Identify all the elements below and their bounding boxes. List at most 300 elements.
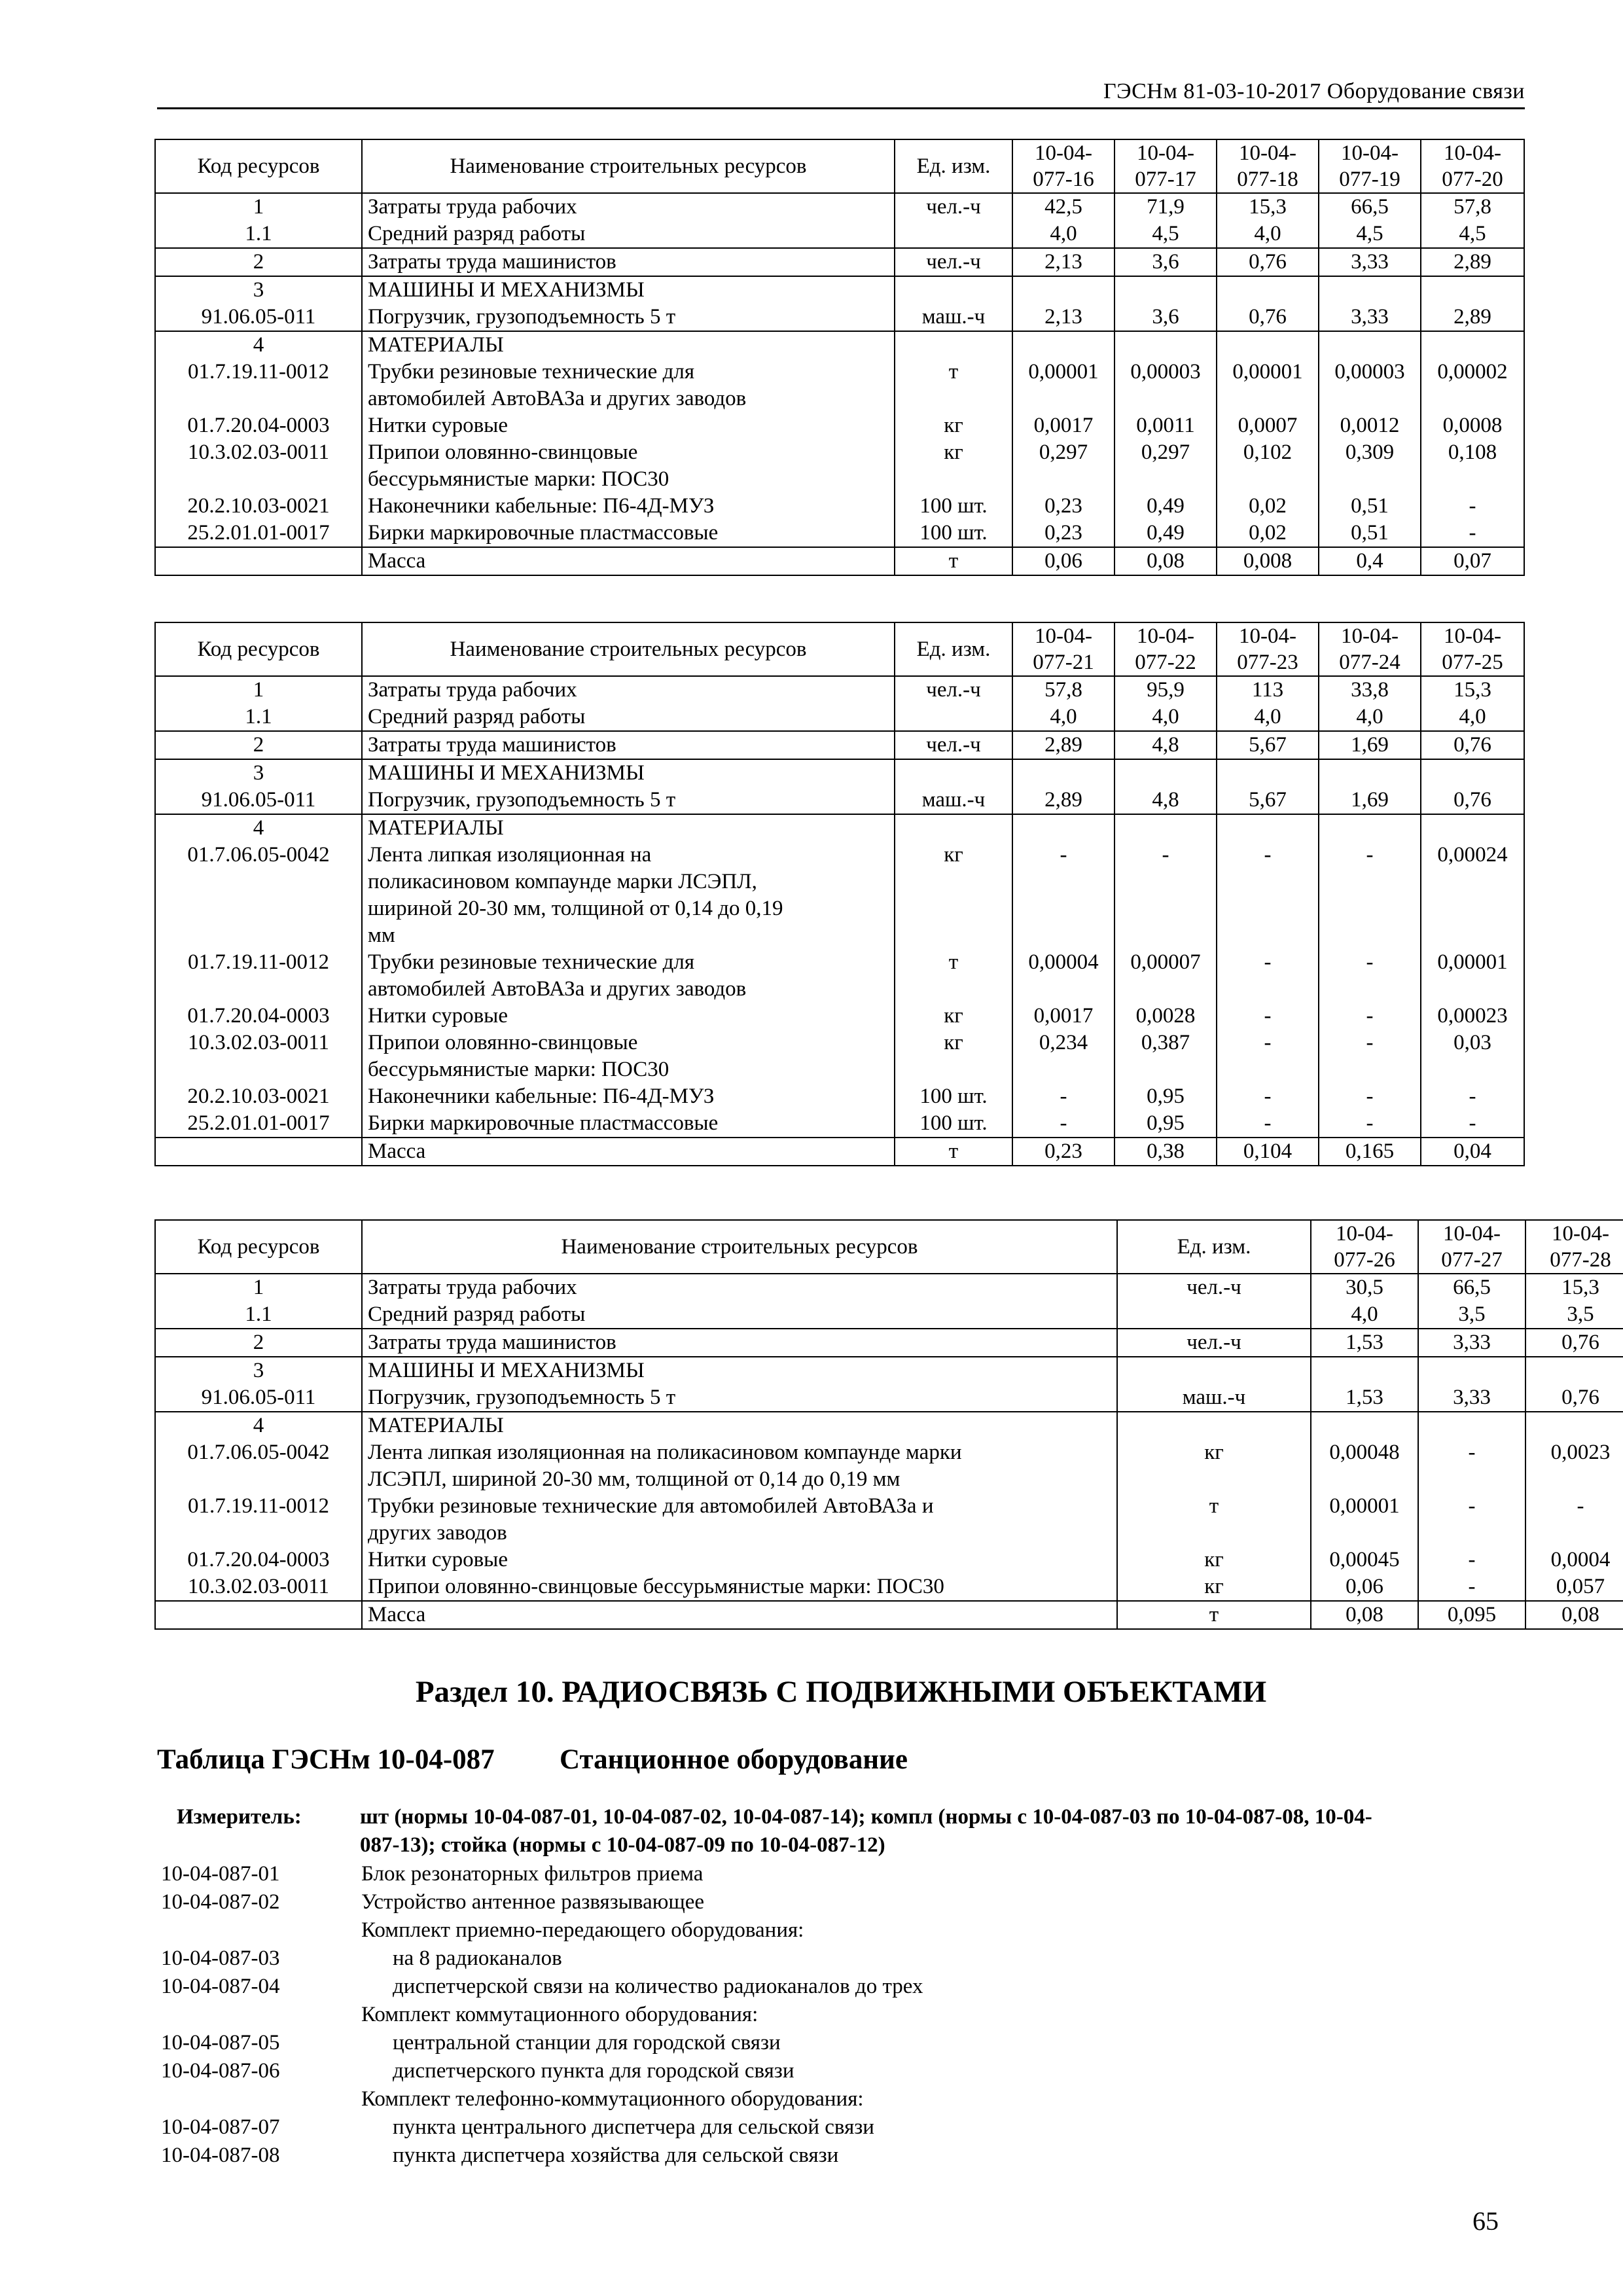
norm-value: - (1418, 1547, 1525, 1573)
resource-code: 4 (155, 1412, 362, 1439)
norm-value: 0,51 (1319, 520, 1421, 547)
norm-value (1319, 759, 1421, 787)
norm-value: 0,00001 (1217, 359, 1319, 412)
norm-value: 0,0012 (1319, 412, 1421, 439)
resource-code (155, 547, 362, 575)
norm-value (1217, 814, 1319, 842)
resource-code: 10.3.02.03-0011 (155, 1030, 362, 1083)
norm-value: 0,49 (1115, 520, 1217, 547)
resource-name-line: Масса (368, 549, 426, 573)
norm-value: 0,4 (1319, 547, 1421, 575)
norm-list-item (157, 1860, 1525, 1888)
resource-code: 20.2.10.03-0021 (155, 1083, 362, 1110)
norm-value: 2,13 (1012, 304, 1115, 331)
resource-unit (1117, 1301, 1311, 1329)
norm-value (1525, 1357, 1623, 1384)
resource-unit: т (895, 359, 1012, 412)
norm-code-part: 077-24 (1339, 651, 1400, 674)
norm-value: 57,8 (1421, 193, 1524, 221)
norm-code-part: 077-25 (1442, 651, 1503, 674)
table-row (155, 704, 1524, 731)
table-row (155, 1329, 1623, 1357)
norm-value: 0,108 (1421, 439, 1524, 493)
table-row (155, 439, 1524, 493)
norm-value: 0,0007 (1217, 412, 1319, 439)
norm-code-part: 077-23 (1237, 651, 1298, 674)
norm-value (1311, 1412, 1418, 1439)
resource-code: 3 (155, 1357, 362, 1384)
norm-value (1115, 276, 1217, 304)
norm-value: 0,387 (1115, 1030, 1217, 1083)
resource-name (362, 1493, 1117, 1547)
resource-name-line: Затраты труда рабочих (368, 678, 577, 702)
norm-value: 0,02 (1217, 520, 1319, 547)
norm-value: 0,51 (1319, 493, 1421, 520)
resource-unit: маш.-ч (1117, 1384, 1311, 1412)
resource-name-line: Затраты труда машинистов (368, 250, 616, 274)
column-header-code: Код ресурсов (155, 1220, 362, 1274)
norm-value: 0,76 (1217, 248, 1319, 276)
resource-name (362, 1412, 1117, 1439)
resource-name (362, 412, 895, 439)
norm-column-header (1115, 139, 1217, 193)
norm-value: 0,0017 (1012, 1003, 1115, 1030)
column-header-code: Код ресурсов (155, 622, 362, 676)
norm-list-item (157, 2142, 1525, 2170)
norm-list-item (157, 2029, 1525, 2057)
norm-value: 4,0 (1319, 704, 1421, 731)
norm-code-part: 10-04- (1137, 141, 1194, 165)
norm-code-part: 10-04- (1552, 1222, 1609, 1246)
resource-name-line: Погрузчик, грузоподъемность 5 т (368, 305, 676, 329)
resource-name-line: Нитки суровые (368, 1004, 508, 1028)
resource-unit (1117, 1412, 1311, 1439)
norm-value: 113 (1217, 676, 1319, 704)
resource-name (362, 814, 895, 842)
resource-code: 10.3.02.03-0011 (155, 1573, 362, 1601)
norm-list-code: 10-04-087-03 (161, 1946, 280, 1970)
norm-value: 0,95 (1115, 1110, 1217, 1138)
norm-value: 0,00003 (1115, 359, 1217, 412)
norm-value: 3,33 (1418, 1384, 1525, 1412)
page-header: ГЭСНм 81-03-10-2017 Оборудование связи (157, 80, 1525, 109)
norm-column-header (1115, 622, 1217, 676)
norm-value: 5,67 (1217, 731, 1319, 759)
norm-column-header (1311, 1220, 1418, 1274)
resource-unit (1117, 1357, 1311, 1384)
norm-code-part: 077-19 (1339, 168, 1400, 191)
norm-value: 4,0 (1012, 221, 1115, 248)
norm-column-header (1319, 622, 1421, 676)
norm-column-header (1421, 622, 1524, 676)
norm-value: - (1217, 1030, 1319, 1083)
resource-code: 1 (155, 676, 362, 704)
resource-unit: т (895, 1138, 1012, 1166)
table-row (155, 359, 1524, 412)
norm-value: - (1217, 1083, 1319, 1110)
resource-code (155, 1138, 362, 1166)
resource-code: 01.7.20.04-0003 (155, 1003, 362, 1030)
norm-list-text: центральной станции для городской связи (393, 2031, 781, 2054)
norm-value: 2,89 (1012, 731, 1115, 759)
resource-unit: кг (895, 1030, 1012, 1083)
norm-value (1115, 331, 1217, 359)
norm-value: 4,5 (1115, 221, 1217, 248)
norm-value: 0,0011 (1115, 412, 1217, 439)
norm-code-part: 10-04- (1341, 141, 1399, 165)
resource-name (362, 1601, 1117, 1629)
resource-name-line: Средний разряд работы (368, 1302, 586, 1326)
norm-code-part: 10-04- (1239, 141, 1296, 165)
resource-name-line: Затраты труда машинистов (368, 733, 616, 757)
resource-name-line: Затраты труда рабочих (368, 1276, 577, 1299)
norm-list-text: Устройство антенное развязывающее (361, 1890, 705, 1914)
table-row (155, 731, 1524, 759)
norm-value (1012, 814, 1115, 842)
norm-value: 0,00024 (1421, 842, 1524, 949)
norm-value: 66,5 (1319, 193, 1421, 221)
norm-value: 0,03 (1421, 1030, 1524, 1083)
resource-name-line: Припои оловянно-свинцовые (368, 1031, 638, 1054)
table-row (155, 412, 1524, 439)
norm-value: 0,49 (1115, 493, 1217, 520)
resource-unit: маш.-ч (895, 787, 1012, 814)
norm-list-text: пункта центрального диспетчера для сельской связи (393, 2115, 874, 2139)
norm-value: - (1319, 842, 1421, 949)
resource-name-line: Лента липкая изоляционная на поликасиновом компаунде марки (368, 1441, 962, 1464)
resource-unit: кг (895, 1003, 1012, 1030)
norm-value: 0,297 (1115, 439, 1217, 493)
norm-list-code: 10-04-087-06 (161, 2059, 280, 2083)
norm-value: 57,8 (1012, 676, 1115, 704)
norm-value: 3,5 (1525, 1301, 1623, 1329)
table-header-row (155, 622, 1524, 676)
norm-value: 0,102 (1217, 439, 1319, 493)
norm-value: 0,00023 (1421, 1003, 1524, 1030)
table-row (155, 1412, 1623, 1439)
norm-code-part: 10-04- (1444, 624, 1501, 648)
resource-unit: чел.-ч (895, 676, 1012, 704)
resource-name (362, 1030, 895, 1083)
norm-value (1115, 814, 1217, 842)
norm-value: - (1421, 1110, 1524, 1138)
norm-value: - (1418, 1439, 1525, 1493)
norm-value: 1,53 (1311, 1384, 1418, 1412)
norm-value: 0,00001 (1421, 949, 1524, 1003)
norm-list-item (157, 2001, 1525, 2029)
resource-name-line: Бирки маркировочные пластмассовые (368, 521, 719, 545)
resource-unit: кг (1117, 1439, 1311, 1493)
norm-column-header (1012, 139, 1115, 193)
norm-column-header (1418, 1220, 1525, 1274)
norm-code-part: 077-16 (1033, 168, 1094, 191)
norm-value: 2,89 (1421, 248, 1524, 276)
norm-value (1311, 1357, 1418, 1384)
table-row (155, 676, 1524, 704)
resource-unit: т (895, 949, 1012, 1003)
norm-value: 0,165 (1319, 1138, 1421, 1166)
resource-code: 25.2.01.01-0017 (155, 520, 362, 547)
norm-value: - (1525, 1493, 1623, 1547)
resource-name (362, 676, 895, 704)
norm-list (157, 1860, 1525, 2170)
norm-value: 0,02 (1217, 493, 1319, 520)
resource-code: 25.2.01.01-0017 (155, 1110, 362, 1138)
resource-name (362, 1547, 1117, 1573)
norm-value: - (1319, 1030, 1421, 1083)
resource-name (362, 193, 895, 221)
norm-code-part: 10-04- (1443, 1222, 1501, 1246)
table-row (155, 520, 1524, 547)
resource-code: 01.7.06.05-0042 (155, 1439, 362, 1493)
norm-value: 42,5 (1012, 193, 1115, 221)
norm-value: 0,04 (1421, 1138, 1524, 1166)
resource-name (362, 787, 895, 814)
resource-code: 91.06.05-011 (155, 787, 362, 814)
resource-name (362, 759, 895, 787)
resource-name (362, 949, 895, 1003)
resource-name-line: поликасиновом компаунде марки ЛСЭПЛ, (368, 870, 757, 893)
resource-unit: т (1117, 1493, 1311, 1547)
norm-code-part: 077-28 (1550, 1248, 1611, 1272)
table-row (155, 842, 1524, 949)
table-row (155, 493, 1524, 520)
norm-value: 0,0028 (1115, 1003, 1217, 1030)
column-header-unit: Ед. изм. (895, 139, 1012, 193)
resource-code: 4 (155, 814, 362, 842)
column-header-code: Код ресурсов (155, 139, 362, 193)
norm-value: 0,297 (1012, 439, 1115, 493)
norm-value: 0,06 (1311, 1573, 1418, 1601)
norm-value: 0,00004 (1012, 949, 1115, 1003)
resource-name (362, 1573, 1117, 1601)
resource-name (362, 842, 895, 949)
resource-unit (895, 814, 1012, 842)
norm-value: 5,67 (1217, 787, 1319, 814)
resource-unit: чел.-ч (895, 731, 1012, 759)
norm-value: 0,23 (1012, 520, 1115, 547)
resource-table-3 (154, 1219, 1623, 1630)
resource-name (362, 221, 895, 248)
norm-value: 0,057 (1525, 1573, 1623, 1601)
table-row (155, 1110, 1524, 1138)
resource-name-line: Нитки суровые (368, 1548, 508, 1571)
resource-code: 1.1 (155, 221, 362, 248)
table-row (155, 1384, 1623, 1412)
norm-value: 4,0 (1311, 1301, 1418, 1329)
norm-value (1012, 276, 1115, 304)
resource-name (362, 493, 895, 520)
norm-value: 4,5 (1421, 221, 1524, 248)
resource-code: 01.7.19.11-0012 (155, 1493, 362, 1547)
resource-table-1 (154, 139, 1525, 576)
column-header-name: Наименование строительных ресурсов (362, 1220, 1117, 1274)
norm-value: 2,89 (1012, 787, 1115, 814)
resource-name (362, 731, 895, 759)
table-row (155, 1547, 1623, 1573)
resource-code: 3 (155, 276, 362, 304)
table-row (155, 276, 1524, 304)
norm-value: 3,33 (1319, 248, 1421, 276)
norm-column-header (1525, 1220, 1623, 1274)
resource-code: 01.7.19.11-0012 (155, 359, 362, 412)
norm-value: 0,0017 (1012, 412, 1115, 439)
norm-list-item (157, 2113, 1525, 2142)
resource-unit: чел.-ч (895, 248, 1012, 276)
norm-list-text: Комплект телефонно-коммутационного оборудования: (361, 2087, 864, 2111)
norm-list-text: Комплект коммутационного оборудования: (361, 2003, 758, 2026)
resource-code: 1 (155, 193, 362, 221)
norm-value: 0,76 (1421, 787, 1524, 814)
norm-value: 0,76 (1525, 1384, 1623, 1412)
measurer-line: шт (нормы 10-04-087-01, 10-04-087-02, 10-04-087-14); компл (нормы с 10-04-087-03 по 10-04-087-08, 10-04- (360, 1805, 1372, 1829)
resource-name-line: МАТЕРИАЛЫ (368, 1414, 504, 1437)
table-row (155, 1357, 1623, 1384)
norm-value: 0,0004 (1525, 1547, 1623, 1573)
resource-code (155, 1601, 362, 1629)
resource-name-line: Наконечники кабельные: П6-4Д-МУЗ (368, 1085, 715, 1108)
resource-name (362, 276, 895, 304)
norm-list-code: 10-04-087-07 (161, 2115, 280, 2139)
norm-value (1319, 331, 1421, 359)
resource-name-line: Лента липкая изоляционная на (368, 843, 652, 867)
resource-unit: кг (895, 842, 1012, 949)
resource-name-line: бессурьмянистые марки: ПОС30 (368, 467, 669, 491)
norm-value: - (1319, 1083, 1421, 1110)
resource-name (362, 1083, 895, 1110)
table-row (155, 1138, 1524, 1166)
resource-code: 10.3.02.03-0011 (155, 439, 362, 493)
norm-list-code: 10-04-087-04 (161, 1975, 280, 1998)
norm-value (1115, 759, 1217, 787)
norm-list-item (157, 2057, 1525, 2085)
norm-value: 0,38 (1115, 1138, 1217, 1166)
resource-code: 20.2.10.03-0021 (155, 493, 362, 520)
table-header-row (155, 1220, 1623, 1274)
norm-value (1319, 814, 1421, 842)
resource-code: 01.7.19.11-0012 (155, 949, 362, 1003)
norm-list-code: 10-04-087-08 (161, 2144, 280, 2167)
norm-value: 4,0 (1115, 704, 1217, 731)
norm-value: 15,3 (1421, 676, 1524, 704)
measurer-text (360, 1803, 1525, 1859)
resource-name-line: Погрузчик, грузоподъемность 5 т (368, 1386, 676, 1409)
resource-unit: кг (1117, 1573, 1311, 1601)
norm-value: - (1418, 1573, 1525, 1601)
resource-name (362, 1384, 1117, 1412)
resource-name-line: Масса (368, 1603, 426, 1626)
resource-name (362, 704, 895, 731)
resource-name-line: Трубки резиновые технические для (368, 950, 695, 974)
table-row (155, 1030, 1524, 1083)
table-row (155, 759, 1524, 787)
resource-code: 01.7.20.04-0003 (155, 412, 362, 439)
norm-list-item (157, 1973, 1525, 2001)
table-header-row (155, 139, 1524, 193)
norm-list-code: 10-04-087-01 (161, 1862, 280, 1886)
resource-unit: кг (895, 439, 1012, 493)
resource-name-line: МАТЕРИАЛЫ (368, 333, 504, 357)
norm-list-text: диспетчерской связи на количество радиоканалов до трех (393, 1975, 923, 1998)
resource-unit: 100 шт. (895, 1083, 1012, 1110)
norm-value (1421, 814, 1524, 842)
norm-value (1012, 759, 1115, 787)
norm-code-part: 077-27 (1441, 1248, 1503, 1272)
table-row (155, 193, 1524, 221)
table-row (155, 304, 1524, 331)
table-row (155, 331, 1524, 359)
norm-value: 4,8 (1115, 731, 1217, 759)
norm-value: 0,095 (1418, 1601, 1525, 1629)
norm-value (1217, 276, 1319, 304)
resource-name-line: Нитки суровые (368, 414, 508, 437)
resource-name (362, 304, 895, 331)
resource-name-line: Трубки резиновые технические для (368, 360, 695, 384)
table-row (155, 1601, 1623, 1629)
resource-name-line: ЛСЭПЛ, шириной 20-30 мм, толщиной от 0,14 до 0,19 мм (368, 1467, 901, 1491)
norm-code-part: 077-20 (1442, 168, 1503, 191)
resource-unit: т (1117, 1601, 1311, 1629)
resource-code: 01.7.20.04-0003 (155, 1547, 362, 1573)
norm-value: - (1217, 949, 1319, 1003)
norm-column-header (1421, 139, 1524, 193)
norm-code-part: 10-04- (1444, 141, 1501, 165)
column-header-name: Наименование строительных ресурсов (362, 622, 895, 676)
resource-unit: маш.-ч (895, 304, 1012, 331)
norm-value: 0,00001 (1012, 359, 1115, 412)
norm-value: 4,0 (1217, 704, 1319, 731)
norm-value (1217, 331, 1319, 359)
norm-list-item (157, 1945, 1525, 1973)
table-title-code: Таблица ГЭСНм 10-04-087 (157, 1744, 495, 1775)
norm-value: 0,0023 (1525, 1439, 1623, 1493)
norm-value: 30,5 (1311, 1274, 1418, 1301)
section-title: Раздел 10. РАДИОСВЯЗЬ С ПОДВИЖНЫМИ ОБЪЕКТАМИ (415, 1675, 1267, 1709)
norm-list-item (157, 2085, 1525, 2113)
norm-value: - (1319, 1110, 1421, 1138)
resource-name-line: Затраты труда рабочих (368, 195, 577, 219)
resource-name-line: МАШИНЫ И МЕХАНИЗМЫ (368, 278, 645, 302)
resource-name-line: МАШИНЫ И МЕХАНИЗМЫ (368, 761, 645, 785)
resource-unit: кг (895, 412, 1012, 439)
resource-code: 2 (155, 1329, 362, 1357)
norm-value (1418, 1412, 1525, 1439)
norm-value (1217, 759, 1319, 787)
norm-code-part: 10-04- (1137, 624, 1194, 648)
measurer-label: Измеритель: (177, 1805, 302, 1829)
resource-unit: 100 шт. (895, 493, 1012, 520)
norm-value: - (1421, 520, 1524, 547)
table-title-name: Станционное оборудование (560, 1744, 908, 1775)
norm-value: 4,8 (1115, 787, 1217, 814)
norm-value: - (1115, 842, 1217, 949)
norm-value: 0,07 (1421, 547, 1524, 575)
norm-value: 66,5 (1418, 1274, 1525, 1301)
resource-name-line: Масса (368, 1139, 426, 1163)
norm-value: 2,13 (1012, 248, 1115, 276)
resource-name-line: Средний разряд работы (368, 222, 586, 245)
resource-name (362, 1439, 1117, 1493)
norm-value: - (1421, 1083, 1524, 1110)
resource-unit: чел.-ч (1117, 1329, 1311, 1357)
norm-code-part: 077-18 (1237, 168, 1298, 191)
norm-value: 0,00002 (1421, 359, 1524, 412)
table-row (155, 949, 1524, 1003)
norm-column-header (1217, 622, 1319, 676)
resource-unit (895, 759, 1012, 787)
norm-value: 3,33 (1319, 304, 1421, 331)
norm-value: 4,0 (1421, 704, 1524, 731)
